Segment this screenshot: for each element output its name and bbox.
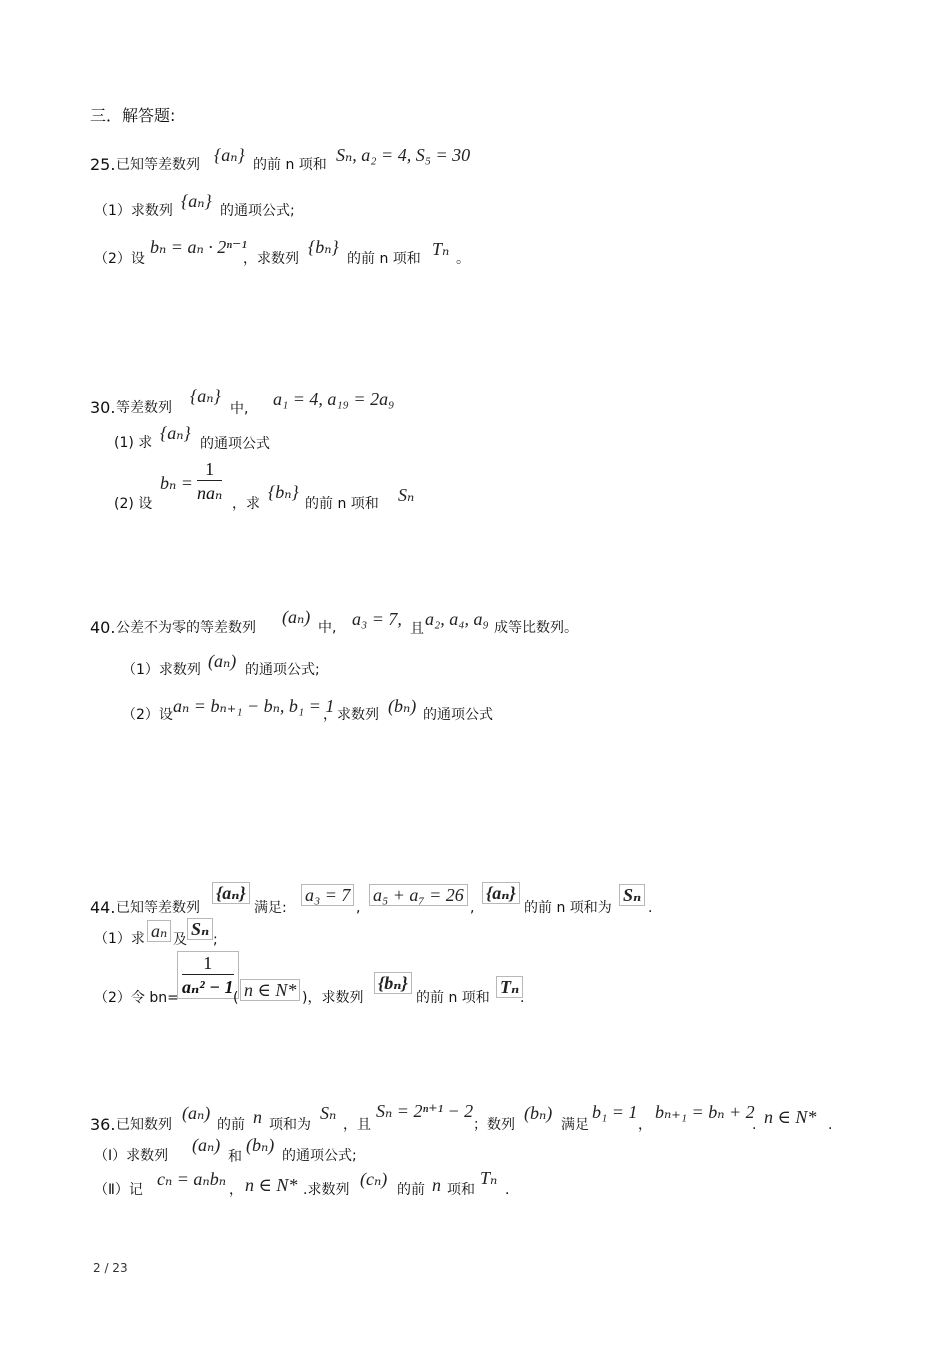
math-condition: a₃ = 7 bbox=[301, 884, 354, 906]
question-text: ；数列 bbox=[473, 1117, 515, 1133]
question-text: 等差数列 bbox=[116, 400, 172, 416]
part-label: （2）令 bn= bbox=[94, 990, 179, 1006]
math-condition: a₁ = 4, a₁₉ = 2a₉ bbox=[273, 389, 395, 409]
question-text: . bbox=[648, 900, 653, 916]
math-condition: a₅ + a₇ = 26 bbox=[369, 884, 468, 906]
question-text: ，且 bbox=[343, 1117, 371, 1133]
question-text: . bbox=[752, 1117, 757, 1133]
math-fraction bbox=[197, 460, 222, 502]
math-set: {aₙ} bbox=[482, 882, 520, 904]
fraction-denominator: aₙ² − 1 bbox=[182, 977, 234, 997]
question-text: , bbox=[470, 900, 475, 916]
question-text: 的前 n 项和 bbox=[253, 157, 327, 173]
part-text: 的通项公式; bbox=[282, 1148, 357, 1164]
math-set: {bₙ} bbox=[374, 972, 412, 994]
question-text: 的前 bbox=[217, 1117, 245, 1133]
question-text: 的前 n 项和为 bbox=[524, 900, 612, 916]
math-set: (bₙ) bbox=[246, 1135, 275, 1155]
part-label: （1）求数列 bbox=[94, 203, 173, 219]
part-text: 项和 bbox=[447, 1182, 475, 1198]
part-label: （2）设 bbox=[94, 251, 145, 267]
fraction-numerator: 1 bbox=[197, 460, 222, 481]
math-condition: a₃ = 7, bbox=[352, 609, 402, 629]
question-number: 40. bbox=[90, 618, 116, 637]
question-text: ， bbox=[638, 1117, 652, 1133]
math-set: (aₙ) bbox=[182, 1103, 211, 1123]
part-text: 的前 n 项和 bbox=[347, 251, 421, 267]
question-number: 30. bbox=[90, 398, 116, 417]
math-symbol: n bbox=[432, 1175, 441, 1195]
part-label: （2）设 bbox=[122, 707, 173, 723]
math-symbol: aₙ bbox=[147, 920, 171, 942]
math-symbol: Sₙ bbox=[619, 884, 645, 906]
math-set: {bₙ} bbox=[268, 482, 299, 502]
math-fraction bbox=[177, 951, 239, 999]
math-set: (aₙ) bbox=[282, 607, 311, 627]
part-text: ( bbox=[233, 990, 239, 1006]
part-text: . bbox=[505, 1182, 510, 1198]
math-symbol: Sₙ bbox=[398, 485, 415, 505]
part-label: （Ⅱ）记 bbox=[94, 1182, 143, 1198]
question-text: 满足 bbox=[561, 1117, 589, 1133]
section-title: 三．解答题: bbox=[90, 106, 176, 125]
part-text: ，求数列 bbox=[323, 707, 379, 723]
question-text: 已知等差数列 bbox=[116, 900, 200, 916]
part-text: 的通项公式 bbox=[200, 436, 270, 452]
part-text: ，求数列 bbox=[243, 251, 299, 267]
fraction-numerator: 1 bbox=[182, 954, 234, 975]
part-text: 的前 n 项和 bbox=[416, 990, 490, 1006]
math-set: (aₙ) bbox=[208, 651, 237, 671]
question-text: 满足: bbox=[254, 900, 287, 916]
question-text: . bbox=[828, 1117, 833, 1133]
part-text: ， bbox=[229, 1182, 243, 1198]
math-set: {aₙ} bbox=[160, 423, 191, 443]
part-text: ，求 bbox=[232, 496, 260, 512]
math-set: (cₙ) bbox=[360, 1169, 388, 1189]
math-set: {aₙ} bbox=[181, 191, 212, 211]
question-number: 25. bbox=[90, 155, 116, 174]
math-symbol: Tₙ bbox=[480, 1168, 498, 1188]
part-label: (1) 求 bbox=[114, 435, 153, 451]
part-text: 的前 n 项和 bbox=[305, 496, 379, 512]
part-label: （Ⅰ）求数列 bbox=[94, 1148, 169, 1164]
part-text: 和 bbox=[228, 1149, 242, 1165]
part-text: 的通项公式; bbox=[220, 203, 295, 219]
math-symbol: n bbox=[253, 1107, 262, 1127]
math-condition: b₁ = 1 bbox=[592, 1102, 638, 1122]
math-formula: aₙ = bₙ₊₁ − bₙ, b₁ = 1 bbox=[173, 696, 335, 716]
math-symbol: Sₙ bbox=[320, 1103, 337, 1123]
part-label: （1）求 bbox=[94, 931, 145, 947]
math-formula: cₙ = aₙbₙ bbox=[157, 1169, 227, 1189]
part-label: (2) 设 bbox=[114, 496, 153, 512]
math-lhs: bₙ = bbox=[160, 473, 193, 493]
part-text: .求数列 bbox=[303, 1182, 350, 1198]
math-set: {aₙ} bbox=[190, 386, 221, 406]
fraction-denominator: naₙ bbox=[197, 483, 223, 503]
question-number: 36. bbox=[90, 1115, 116, 1134]
math-set: {aₙ} bbox=[214, 145, 245, 165]
math-set: (bₙ) bbox=[524, 1103, 553, 1123]
part-text: 及 bbox=[173, 932, 187, 948]
math-condition: bₙ₊₁ = bₙ + 2 bbox=[655, 1102, 755, 1122]
page-number: 2 / 23 bbox=[93, 1261, 128, 1275]
question-text: , bbox=[356, 900, 361, 916]
math-formula: bₙ = aₙ · 2ⁿ⁻¹ bbox=[150, 237, 247, 257]
math-symbol: Tₙ bbox=[432, 239, 450, 259]
part-text: )，求数列 bbox=[302, 990, 364, 1006]
math-condition: Sₙ = 2ⁿ⁺¹ − 2 bbox=[376, 1101, 474, 1121]
math-condition: n ∈ N* bbox=[764, 1107, 817, 1127]
part-text: ; bbox=[213, 932, 218, 948]
question-text: 已知数列 bbox=[116, 1117, 172, 1133]
question-text: 成等比数列。 bbox=[494, 620, 578, 636]
part-text: . bbox=[520, 990, 525, 1006]
question-text: 中, bbox=[318, 620, 337, 636]
math-condition: Sₙ, a₂ = 4, S₅ = 30 bbox=[336, 145, 471, 165]
part-text: 的通项公式 bbox=[423, 707, 493, 723]
part-label: （1）求数列 bbox=[122, 662, 201, 678]
question-text: 且 bbox=[410, 621, 424, 637]
part-text: 的通项公式; bbox=[245, 662, 320, 678]
math-set: (bₙ) bbox=[388, 696, 417, 716]
math-symbol: Tₙ bbox=[496, 976, 523, 998]
math-condition: n ∈ N* bbox=[245, 1175, 298, 1195]
question-number: 44. bbox=[90, 898, 116, 917]
math-set: {aₙ} bbox=[212, 882, 250, 904]
part-text: 的前 bbox=[397, 1182, 425, 1198]
math-condition: n ∈ N* bbox=[240, 979, 300, 1001]
question-text: 项和为 bbox=[269, 1117, 311, 1133]
question-text: 已知等差数列 bbox=[116, 157, 200, 173]
part-text: 。 bbox=[456, 251, 470, 267]
math-condition: a₂, a₄, a₉ bbox=[425, 609, 489, 629]
math-set: (aₙ) bbox=[192, 1135, 221, 1155]
question-text: 公差不为零的等差数列 bbox=[116, 620, 256, 636]
math-set: {bₙ} bbox=[308, 237, 339, 257]
question-text: 中, bbox=[230, 401, 249, 417]
math-symbol: Sₙ bbox=[187, 918, 213, 940]
